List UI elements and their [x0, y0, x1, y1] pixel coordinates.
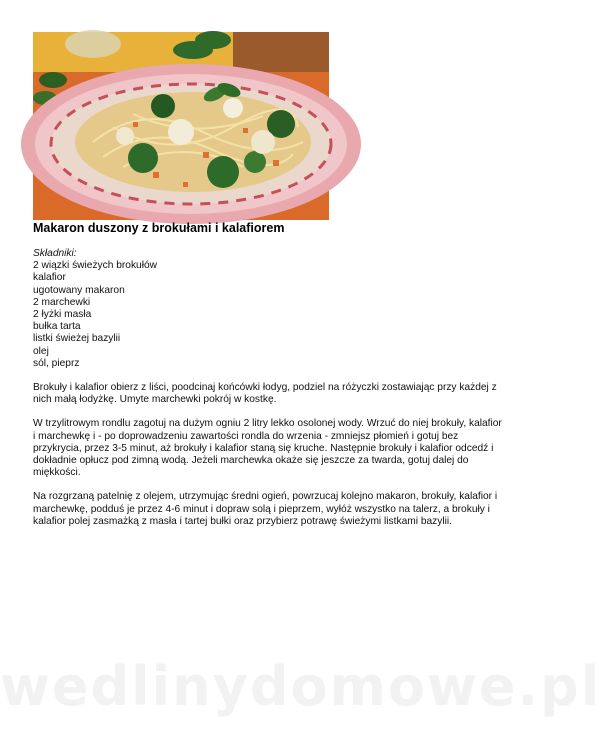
recipe-body	[33, 248, 503, 528]
recipe-photo	[33, 32, 329, 220]
ingredient-item: 2 marchewki	[33, 296, 91, 308]
ingredient-item: listki świeżej bazylii	[33, 333, 121, 345]
ingredients-list	[33, 260, 503, 370]
ingredient-item: sól, pieprz	[33, 357, 80, 369]
ingredient-item: bułka tarta	[33, 321, 81, 333]
ingredient-item: kalafior	[33, 272, 66, 284]
ingredient-item: 2 wiązki świeżych brokułów	[33, 260, 157, 272]
recipe-title: Makaron duszony z brokułami i kalafiorem	[33, 221, 285, 235]
ingredient-item: 2 łyżki masła	[33, 309, 92, 321]
step-paragraph: Brokuły i kalafior obierz z liści, poodcinaj końcówki łodyg, podziel na różyczki zostawiając przy każdej z nich małą łodyżkę. Umyte marchewki pokrój w kostkę.	[33, 382, 497, 406]
ingredient-item: ugotowany makaron	[33, 284, 125, 296]
pasta-dish-photo	[33, 32, 329, 220]
watermark-text: wedlinydomowe.pl	[0, 655, 601, 718]
step-paragraph: W trzylitrowym rondlu zagotuj na dużym ogniu 2 litry lekko osolonej wody. Wrzuć do niej brokuły, kalafior i marchewkę i - po doprowadzeniu zawartości rondla do wrzenia - zmniejsz płomień i gotuj bez przykrycia, przez 3-5 minut, aż brokuły i kalafior staną się kruche. Następnie brokuły i kalafior odcedź i dokładnie opłucz pod zimną wodą. Jeżeli marchewka okaże się jeszcze za twarda, gotuj dalej do miękkości.	[33, 418, 502, 479]
ingredients-label: Składniki:	[33, 248, 77, 259]
ingredient-item: olej	[33, 345, 49, 357]
step-paragraph: Na rozgrzaną patelnię z olejem, utrzymując średni ogień, powrzucaj kolejno makaron, brokuły, kalafior i marchewkę, podduś je przez 4-6 minut i dopraw solą i pieprzem, wyłóż wszystko na talerz, a brokuły i kalafior polej zasmażką z masła i tartej bułki oraz przybierz potrawę świeżymi listkami bazylii.	[33, 491, 498, 527]
